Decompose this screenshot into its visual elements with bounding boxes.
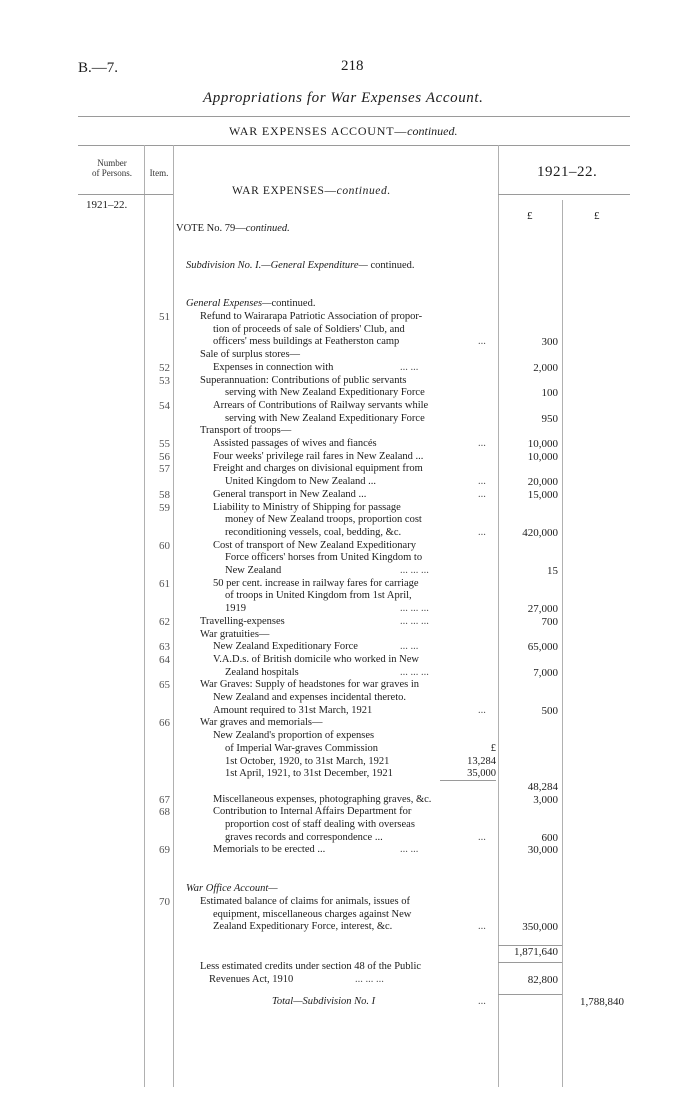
- item-number: 54: [159, 399, 170, 412]
- item-number: 67: [159, 793, 170, 806]
- expense-line-text: General transport in New Zealand ...: [213, 488, 367, 500]
- expense-line-text: United Kingdom to New Zealand ...: [225, 476, 377, 488]
- item-number: 69: [159, 844, 170, 857]
- total-amount: 1,788,840: [580, 996, 624, 1008]
- expense-line-text: tion of proceeds of sale of Soldiers' Club, and: [213, 323, 405, 335]
- item-number: 68: [159, 806, 170, 819]
- sub-amount: £: [490, 742, 496, 754]
- amount: 27,000: [527, 603, 558, 616]
- amount: 350,000: [522, 921, 558, 934]
- leader-dots: ...: [478, 476, 486, 488]
- amount: 15: [547, 565, 558, 577]
- amount: 30,000: [527, 844, 558, 857]
- graves-subtotal-rule: [440, 780, 496, 781]
- expense-line-text: officers' mess buildings at Featherston camp: [213, 336, 400, 348]
- amount: 10,000: [527, 438, 558, 450]
- amount: 15,000: [527, 488, 558, 501]
- expense-line-text: Assisted passages of wives and fiancés: [213, 438, 377, 449]
- expense-line-text: Arrears of Contributions of Railway servants while: [213, 399, 429, 411]
- expense-line-text: Amount required to 31st March, 1921: [213, 704, 373, 716]
- expense-line-text: money of New Zealand troops, proportion cost: [225, 514, 422, 526]
- item-number: 63: [159, 641, 170, 654]
- amount: 65,000: [527, 641, 558, 654]
- expense-line-text: New Zealand: [225, 565, 282, 576]
- expense-line-text: Contribution to Internal Affairs Department for: [213, 806, 412, 818]
- sub-amount: 13,284: [467, 755, 496, 767]
- leader-dots: ...: [478, 526, 486, 538]
- expense-line-text: Cost of transport of New Zealand Expeditionary: [213, 539, 416, 551]
- section-title: WAR EXPENSES—continued.: [232, 185, 391, 197]
- year-right: 1921–22.: [537, 164, 598, 180]
- item-number: 58: [159, 488, 170, 501]
- amount: 20,000: [527, 476, 558, 489]
- expense-line-text: serving with New Zealand Expeditionary Force: [225, 387, 425, 399]
- leader-dots: ... ... ...: [400, 615, 429, 627]
- expense-line-text: Transport of troops—: [200, 425, 292, 437]
- currency-col-1: £: [527, 210, 533, 222]
- item-header: Item.: [149, 168, 169, 178]
- expense-line-text: Travelling-expenses: [200, 615, 285, 627]
- expense-line-text: graves records and correspondence ...: [225, 831, 383, 843]
- leader-dots: ...: [478, 488, 486, 500]
- persons-head-rule: [78, 194, 173, 195]
- less-credits-amount: 82,800: [527, 974, 558, 986]
- expense-line-text: Force officers' horses from United Kingdom to: [225, 552, 423, 564]
- header-rule: [78, 116, 630, 117]
- sub-amount: 35,000: [467, 768, 496, 780]
- expense-line-text: serving with New Zealand Expeditionary Force: [225, 412, 425, 424]
- column-divider-persons: [144, 145, 145, 1087]
- expense-line-text: New Zealand's proportion of expenses: [213, 730, 375, 742]
- expense-line-text: reconditioning vessels, coal, bedding, &c.: [225, 526, 402, 538]
- subdivision-heading: Subdivision No. I.—General Expenditure— continued.: [186, 260, 415, 271]
- amount: 950: [541, 412, 558, 425]
- leader-dots: ... ...: [400, 641, 419, 653]
- expense-line-text: Expenses in connection with: [213, 361, 334, 373]
- expense-line-text: Zealand Expeditionary Force, interest, &c.: [213, 921, 393, 933]
- amount: 600: [541, 831, 558, 844]
- expense-line-text: New Zealand and expenses incidental thereto.: [213, 692, 407, 703]
- currency-col-2: £: [594, 210, 600, 222]
- expense-line-text: War Graves: Supply of headstones for war graves in: [200, 679, 420, 691]
- expense-line-text: 1st April, 1921, to 31st December, 1921: [225, 768, 393, 780]
- amount: 500: [541, 704, 558, 717]
- leader-dots: ... ... ...: [400, 603, 429, 615]
- less-credits-line-1: Less estimated credits under section 48 of the Public: [200, 961, 422, 972]
- column-divider-item: [173, 145, 174, 1087]
- expense-line-text: 50 per cent. increase in railway fares for carriage: [213, 577, 419, 589]
- expense-line-text: proportion cost of staff dealing with overseas: [225, 819, 415, 830]
- page-title: Appropriations for War Expenses Account.: [203, 90, 484, 106]
- account-title: WAR EXPENSES ACCOUNT—continued.: [229, 124, 458, 138]
- leader-dots: ...: [478, 921, 486, 933]
- expense-line-text: New Zealand Expeditionary Force: [213, 641, 358, 653]
- less-under-rule: [498, 994, 562, 995]
- expense-line-text: Superannuation: Contributions of public servants: [200, 374, 407, 386]
- document-reference: B.—7.: [78, 60, 119, 76]
- leader-dots: ... ... ...: [400, 666, 429, 678]
- expense-line-text: Miscellaneous expenses, photographing graves, &c.: [213, 793, 432, 805]
- amount: 300: [541, 336, 558, 349]
- total-dots: ...: [478, 996, 486, 1007]
- item-number: 65: [159, 679, 170, 692]
- expense-line-text: Refund to Wairarapa Patriotic Association of propor-: [200, 311, 423, 322]
- war-office-heading: War Office Account—: [186, 883, 278, 894]
- expense-line-text: 1919: [225, 603, 246, 615]
- amount: 3,000: [533, 793, 558, 806]
- vote-heading: VOTE No. 79—continued.: [176, 223, 290, 234]
- item-number: 56: [159, 450, 170, 463]
- expense-line-text: of Imperial War-graves Commission: [225, 742, 379, 754]
- expense-line-text: 1st October, 1920, to 31st March, 1921: [225, 755, 390, 767]
- item-number: 66: [159, 717, 170, 730]
- number-of-persons-header: Number of Persons.: [92, 158, 132, 178]
- year-head-rule: [498, 194, 630, 195]
- less-credits-dots: ... ... ...: [355, 974, 384, 985]
- expense-line-text: War graves and memorials—: [200, 717, 323, 729]
- item-number: 70: [159, 896, 170, 908]
- amount: 48,284: [527, 780, 558, 793]
- item-number: 61: [159, 577, 170, 590]
- amount: 2,000: [533, 361, 558, 374]
- expense-line-text: V.A.D.s. of British domicile who worked in New: [213, 653, 419, 665]
- expense-line-text: of troops in United Kingdom from 1st April,: [225, 590, 412, 602]
- item-number: 59: [159, 501, 170, 514]
- leader-dots: ...: [478, 831, 486, 843]
- expense-line-text: Liability to Ministry of Shipping for passage: [213, 501, 401, 513]
- expense-line-text: equipment, miscellaneous charges against New: [213, 908, 412, 920]
- leader-dots: ...: [478, 704, 486, 716]
- leader-dots: ... ...: [400, 361, 419, 373]
- item-number: 53: [159, 374, 170, 387]
- general-expenses-heading: General Expenses—continued.: [186, 298, 316, 309]
- item-number: 55: [159, 438, 170, 450]
- subtotal-amount: 1,871,640: [514, 946, 558, 958]
- amount: 700: [541, 615, 558, 628]
- item-number: 57: [159, 463, 170, 476]
- leader-dots: ...: [478, 438, 486, 449]
- expense-line-text: Memorials to be erected ...: [213, 844, 326, 856]
- subtotal-under-rule: [498, 962, 562, 963]
- expense-line-text: Estimated balance of claims for animals, issues of: [200, 896, 410, 907]
- item-number: 60: [159, 539, 170, 552]
- expense-line-text: Freight and charges on divisional equipment from: [213, 463, 423, 475]
- total-label: Total—Subdivision No. I: [272, 996, 376, 1007]
- table-top-rule: [78, 145, 630, 146]
- expense-line-text: Sale of surplus stores—: [200, 349, 301, 361]
- column-divider-amount: [562, 200, 563, 1087]
- item-number: 62: [159, 615, 170, 628]
- expense-line-text: Four weeks' privilege rail fares in New Zealand ...: [213, 450, 424, 462]
- leader-dots: ... ...: [400, 844, 419, 856]
- amount: 420,000: [522, 526, 558, 539]
- amount: 100: [541, 387, 558, 400]
- leader-dots: ...: [478, 336, 486, 348]
- item-number: 51: [159, 311, 170, 323]
- expense-line-text: War gratuities—: [200, 628, 270, 640]
- amount: 7,000: [533, 666, 558, 679]
- year-left: 1921–22.: [86, 199, 128, 211]
- less-credits-line-2: Revenues Act, 1910: [209, 974, 294, 985]
- leader-dots: ... ... ...: [400, 565, 429, 576]
- item-number: 52: [159, 361, 170, 374]
- expense-line-text: Zealand hospitals: [225, 666, 299, 678]
- amount: 10,000: [527, 450, 558, 463]
- page-number: 218: [341, 58, 364, 74]
- item-number: 64: [159, 653, 170, 666]
